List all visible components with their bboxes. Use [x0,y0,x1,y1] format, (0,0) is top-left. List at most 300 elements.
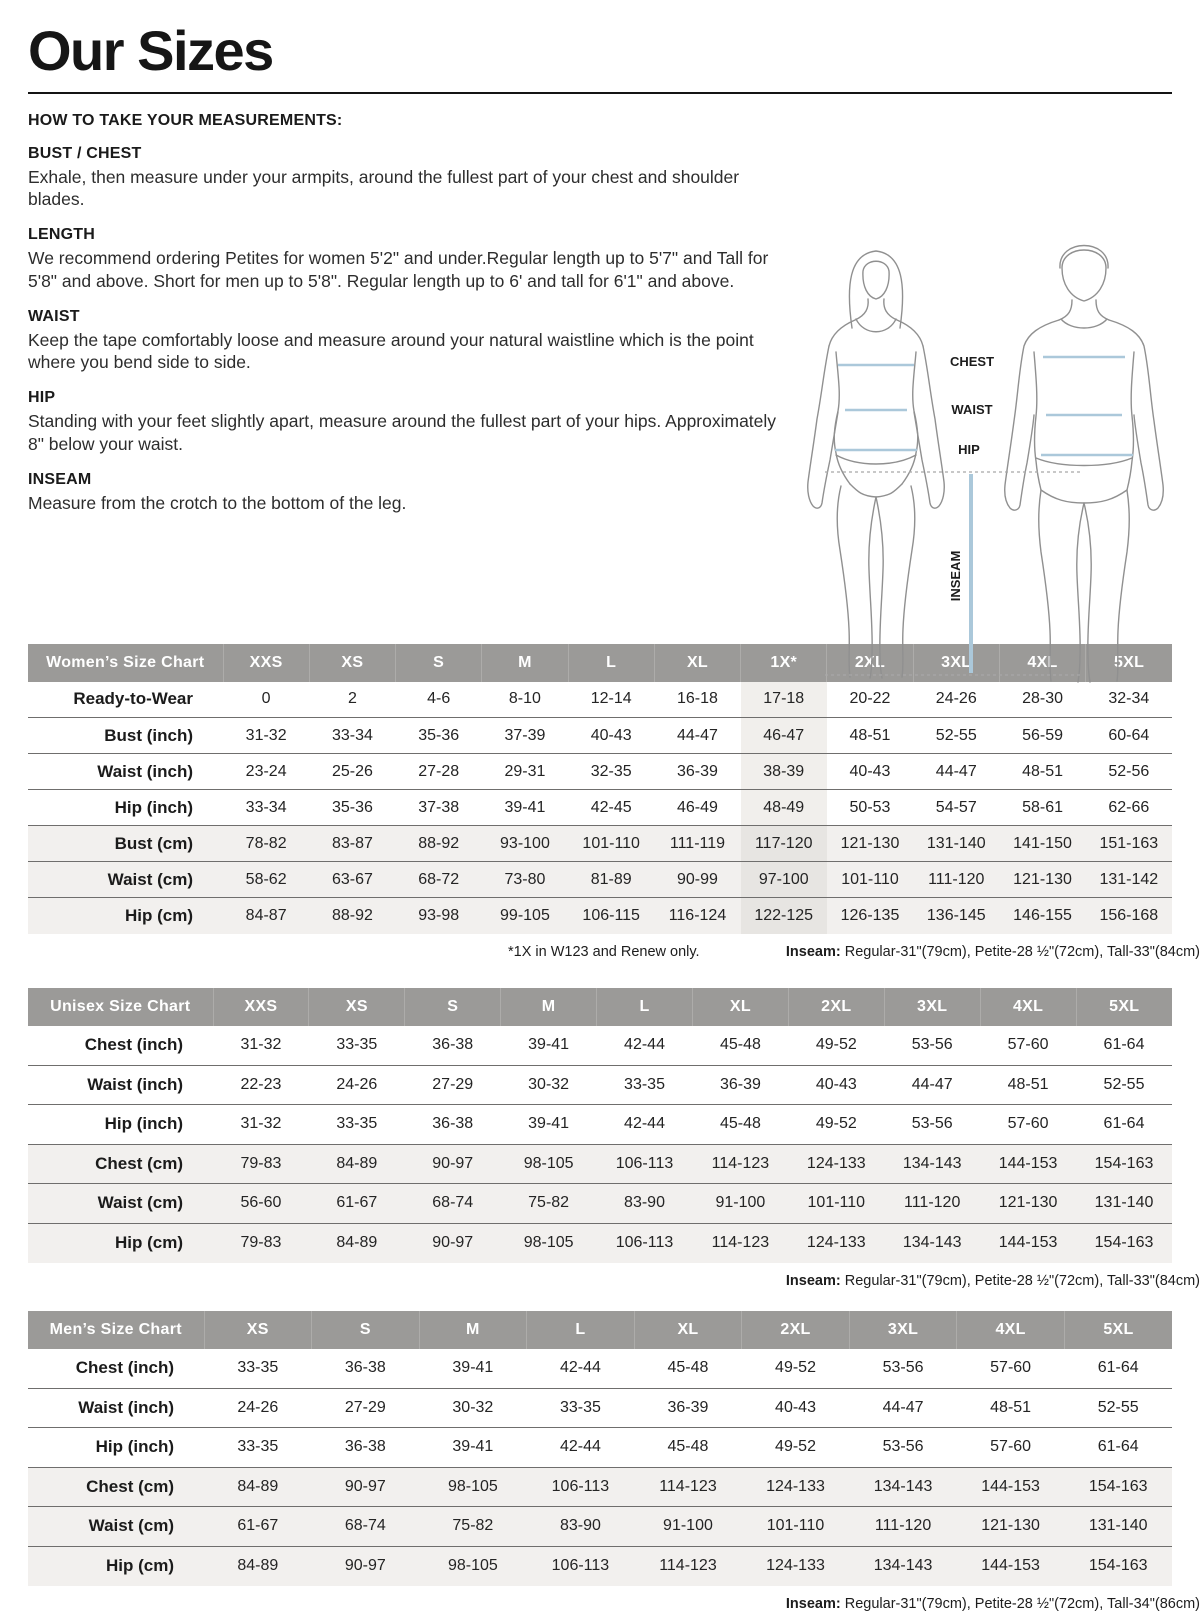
size-column-header: XL [692,988,788,1026]
size-value-cell: 24-26 [935,690,977,708]
size-value-cell: 68-72 [418,870,460,888]
size-value-cell: 39-41 [528,1115,570,1133]
size-value-cell: 48-51 [849,726,891,744]
size-value-cell: 33-34 [331,726,373,744]
size-column-header: 5XL [1064,1311,1172,1349]
row-label: Hip (cm) [125,905,193,925]
size-value-cell: 39-41 [528,1036,570,1054]
size-value-cell: 48-49 [741,790,827,826]
size-column-header: L [568,644,654,682]
size-value-cell: 144-153 [981,1557,1040,1575]
size-value-cell: 122-125 [741,898,827,934]
size-value-cell: 56-59 [1022,726,1063,744]
size-value-cell: 93-100 [500,834,550,852]
size-value-cell: 50-53 [849,798,891,816]
size-value-cell: 101-110 [582,834,640,852]
size-chart-row [28,1467,1172,1507]
size-value-cell: 136-145 [926,906,986,924]
size-value-cell: 62-66 [1108,798,1150,816]
size-value-cell: 134-143 [873,1557,933,1575]
size-chart-row [28,1428,1172,1468]
size-value-cell: 124-133 [766,1557,825,1575]
size-value-cell: 52-55 [935,726,977,744]
size-value-cell: 98-105 [447,1477,498,1495]
instruction-section-body: Exhale, then measure under your armpits, around the fullest part of your chest and shoulder blades. [28,166,740,210]
size-value-cell: 52-56 [1108,762,1150,780]
size-column-header: XS [309,988,405,1026]
table-title: Unisex Size Chart [28,988,213,1026]
size-chart-table [28,1311,1172,1586]
row-label: Bust (inch) [104,725,193,745]
size-value-cell: 131-140 [1088,1517,1148,1535]
size-column-header: XL [634,1311,742,1349]
size-value-cell: 156-168 [1099,906,1159,924]
size-value-cell: 111-119 [669,834,726,852]
title-divider [28,92,1172,94]
size-value-cell: 63-67 [331,870,373,888]
size-value-cell: 154-163 [1088,1477,1148,1495]
size-value-cell: 57-60 [1007,1036,1049,1054]
size-value-cell: 53-56 [911,1036,953,1054]
size-column-header: L [597,988,693,1026]
size-value-cell: 111-120 [904,1194,961,1212]
size-value-cell: 36-39 [719,1075,761,1093]
size-value-cell: 52-55 [1103,1075,1145,1093]
size-column-header: S [396,644,482,682]
row-label: Hip (cm) [106,1556,174,1576]
size-value-cell: 121-130 [840,834,900,852]
row-label: Waist (cm) [97,1193,183,1213]
size-chart-row [28,1144,1172,1184]
size-chart-row [28,826,1172,862]
size-value-cell: 53-56 [911,1115,953,1133]
size-value-cell: 68-74 [432,1194,474,1212]
size-value-cell: 144-153 [981,1477,1040,1495]
size-value-cell: 33-35 [237,1438,279,1456]
row-label: Ready-to-Wear [73,689,193,709]
size-value-cell: 61-64 [1097,1438,1139,1456]
size-chart-table [28,988,1172,1263]
size-value-cell: 90-97 [432,1234,474,1252]
size-value-cell: 90-97 [344,1557,386,1575]
size-column-header: 2XL [827,644,913,682]
size-value-cell: 4-6 [427,690,451,708]
size-value-cell: 97-100 [741,862,827,898]
instruction-section-title: INSEAM [28,470,92,488]
size-value-cell: 68-74 [344,1517,386,1535]
figure-outlines [808,245,1164,682]
size-value-cell: 106-113 [615,1234,674,1252]
size-value-cell: 73-80 [504,870,546,888]
size-chart-row [28,1546,1172,1586]
size-chart-block [28,644,1200,960]
size-value-cell: 42-44 [559,1359,601,1377]
size-chart-row [28,790,1172,826]
size-value-cell: 106-113 [551,1557,610,1575]
instruction-section [28,471,778,515]
size-value-cell: 101-110 [841,870,899,888]
size-value-cell: 16-18 [677,690,718,708]
size-value-cell: 48-51 [1007,1075,1049,1093]
instruction-sections [28,145,778,515]
size-value-cell: 78-82 [245,834,287,852]
size-column-header: 5XL [1076,988,1172,1026]
size-value-cell: 61-64 [1097,1359,1139,1377]
size-column-header: 5XL [1086,644,1172,682]
size-value-cell: 29-31 [504,762,546,780]
row-label: Waist (cm) [88,1516,174,1536]
size-value-cell: 42-44 [559,1438,601,1456]
size-chart-row [28,1026,1172,1066]
size-column-header: M [482,644,568,682]
size-value-cell: 45-48 [667,1438,709,1456]
size-value-cell: 49-52 [775,1359,816,1377]
size-value-cell: 60-64 [1108,726,1150,744]
size-column-header: M [419,1311,527,1349]
table-title: Women’s Size Chart [28,644,223,682]
size-value-cell: 45-48 [719,1115,761,1133]
size-value-cell: 117-120 [741,826,827,862]
size-value-cell: 88-92 [418,834,460,852]
size-value-cell: 61-64 [1103,1036,1145,1054]
size-value-cell: 44-47 [677,726,718,744]
footnote-inseam-note: Inseam: Regular-31"(79cm), Petite-28 ½"(72cm), Tall-34"(86cm) [785,1595,1200,1612]
table-footnote [56,1273,1200,1289]
instruction-section-body: Standing with your feet slightly apart, measure around the fullest part of your hips. Approximately 8" below your waist. [28,411,777,454]
instruction-section-title: WAIST [28,307,80,325]
size-value-cell: 114-123 [659,1477,717,1495]
size-value-cell: 40-43 [775,1398,816,1416]
size-column-header: 3XL [884,988,980,1026]
size-value-cell: 36-39 [667,1398,709,1416]
body-measurement-illustration [788,224,1174,690]
chest-label: CHEST [949,353,995,369]
size-value-cell: 131-140 [1094,1194,1154,1212]
size-value-cell: 49-52 [775,1438,816,1456]
size-value-cell: 61-67 [336,1194,378,1212]
size-value-cell: 116-124 [668,906,727,924]
size-value-cell: 154-163 [1088,1557,1148,1575]
size-value-cell: 31-32 [245,726,287,744]
size-value-cell: 0 [261,690,271,708]
size-value-cell: 84-89 [237,1477,279,1495]
size-value-cell: 8-10 [508,690,541,708]
size-value-cell: 40-43 [849,762,891,780]
size-value-cell: 48-51 [1022,762,1063,780]
size-value-cell: 24-26 [336,1075,378,1093]
size-value-cell: 144-153 [998,1234,1058,1252]
size-value-cell: 25-26 [331,762,373,780]
size-chart-row [28,1105,1172,1145]
size-value-cell: 98-105 [523,1234,574,1252]
table-title: Men’s Size Chart [28,1311,204,1349]
size-value-cell: 49-52 [815,1115,857,1133]
size-value-cell: 141-150 [1013,834,1072,852]
size-value-cell: 91-100 [663,1517,713,1535]
size-value-cell: 33-35 [237,1359,279,1377]
size-value-cell: 12-14 [590,690,632,708]
instruction-section-body: Measure from the crotch to the bottom of the leg. [28,492,407,513]
size-guide-page [0,20,1200,1620]
size-value-cell: 36-38 [432,1115,474,1133]
measurement-instructions [28,112,778,515]
size-value-cell: 36-38 [344,1438,386,1456]
size-value-cell: 32-34 [1108,690,1150,708]
size-value-cell: 124-133 [806,1234,866,1252]
size-value-cell: 121-130 [998,1194,1058,1212]
size-value-cell: 42-44 [624,1115,665,1133]
instruction-section-title: LENGTH [28,226,95,244]
size-value-cell: 146-155 [1013,906,1072,924]
size-value-cell: 134-143 [902,1234,962,1252]
size-value-cell: 57-60 [990,1359,1032,1377]
instruction-section [28,308,778,375]
size-value-cell: 61-67 [237,1517,279,1535]
size-value-cell: 24-26 [237,1398,279,1416]
size-column-header: L [527,1311,635,1349]
size-value-cell: 22-23 [240,1075,282,1093]
size-value-cell: 33-35 [336,1036,378,1054]
row-label: Waist (cm) [107,869,193,889]
size-value-cell: 56-60 [240,1194,282,1212]
size-value-cell: 39-41 [452,1438,494,1456]
size-value-cell: 27-28 [418,762,460,780]
size-value-cell: 121-130 [1013,870,1072,888]
size-chart-row [28,1184,1172,1224]
size-value-cell: 84-89 [237,1557,279,1575]
row-label: Waist (inch) [78,1397,174,1417]
size-value-cell: 44-47 [882,1398,924,1416]
size-value-cell: 37-38 [418,798,460,816]
size-value-cell: 46-47 [741,718,827,754]
size-value-cell: 40-43 [590,726,632,744]
table-footnote [56,1596,1200,1612]
size-value-cell: 134-143 [902,1154,962,1172]
size-value-cell: 38-39 [741,754,827,790]
size-value-cell: 45-48 [667,1359,709,1377]
size-value-cell: 131-142 [1099,870,1159,888]
footnote-asterisk-note: *1X in W123 and Renew only. [508,943,700,960]
size-value-cell: 44-47 [911,1075,953,1093]
measurement-info-section [0,112,1200,600]
size-value-cell: 75-82 [528,1194,570,1212]
size-value-cell: 36-38 [432,1036,474,1054]
size-column-header: M [501,988,597,1026]
size-value-cell: 61-64 [1103,1115,1145,1133]
size-value-cell: 144-153 [998,1154,1058,1172]
size-value-cell: 58-62 [245,870,287,888]
size-value-cell: 49-52 [815,1036,857,1054]
size-value-cell: 33-35 [336,1115,378,1133]
size-chart-block [28,1311,1200,1612]
size-value-cell: 90-97 [432,1154,474,1172]
size-column-header: 3XL [849,1311,957,1349]
size-value-cell: 36-38 [344,1359,386,1377]
size-value-cell: 42-44 [624,1036,665,1054]
size-value-cell: 111-120 [874,1517,932,1535]
footnote-inseam-note: Inseam: Regular-31"(79cm), Petite-28 ½"(72cm), Tall-33"(84cm) [785,1272,1200,1289]
size-value-cell: 106-115 [582,906,640,924]
size-value-cell: 98-105 [523,1154,574,1172]
instruction-section-title: BUST / CHEST [28,144,142,162]
size-value-cell: 48-51 [990,1398,1032,1416]
row-label: Bust (cm) [114,833,193,853]
size-value-cell: 39-41 [504,798,546,816]
size-value-cell: 114-123 [711,1154,770,1172]
size-value-cell: 151-163 [1099,834,1159,852]
size-value-cell: 101-110 [766,1517,825,1535]
size-value-cell: 52-55 [1097,1398,1139,1416]
size-value-cell: 114-123 [659,1557,717,1575]
size-value-cell: 33-35 [559,1398,601,1416]
size-charts [0,644,1200,1612]
size-chart-row [28,718,1172,754]
size-value-cell: 31-32 [240,1115,282,1133]
waist-label: WAIST [951,401,993,417]
size-value-cell: 106-113 [551,1477,610,1495]
size-value-cell: 58-61 [1022,798,1063,816]
row-label: Chest (cm) [95,1153,183,1173]
size-value-cell: 35-36 [418,726,460,744]
size-chart-row [28,862,1172,898]
row-label: Chest (inch) [84,1035,183,1055]
size-value-cell: 126-135 [840,906,900,924]
size-chart-row [28,1349,1172,1389]
size-value-cell: 84-89 [336,1154,378,1172]
row-label: Hip (inch) [114,797,193,817]
size-value-cell: 57-60 [1007,1115,1049,1133]
size-value-cell: 46-49 [677,798,718,816]
size-value-cell: 93-98 [418,906,460,924]
row-label: Chest (inch) [75,1358,174,1378]
row-label: Chest (cm) [86,1476,174,1496]
size-value-cell: 37-39 [504,726,546,744]
instruction-section-title: HIP [28,389,56,407]
size-value-cell: 28-30 [1022,690,1063,708]
size-value-cell: 134-143 [873,1477,933,1495]
size-value-cell: 2 [347,690,357,708]
size-value-cell: 81-89 [590,870,632,888]
size-column-header: S [312,1311,420,1349]
size-column-header: XXS [223,644,309,682]
size-value-cell: 83-87 [331,834,373,852]
size-column-header: 2XL [742,1311,850,1349]
size-value-cell: 79-83 [240,1154,282,1172]
size-value-cell: 124-133 [766,1477,825,1495]
size-chart-row [28,754,1172,790]
size-value-cell: 33-35 [624,1075,665,1093]
size-value-cell: 23-24 [245,762,287,780]
size-value-cell: 30-32 [452,1398,494,1416]
female-figure-outline [808,251,945,678]
size-value-cell: 88-92 [331,906,373,924]
size-column-header: 1X* [741,644,827,682]
size-column-header: S [405,988,501,1026]
size-chart-row [28,1507,1172,1547]
size-value-cell: 111-120 [928,870,985,888]
size-chart-row [28,1065,1172,1105]
size-value-cell: 75-82 [452,1517,494,1535]
size-value-cell: 36-39 [677,762,718,780]
size-value-cell: 84-87 [245,906,287,924]
row-label: Hip (inch) [95,1437,174,1457]
size-value-cell: 57-60 [990,1438,1032,1456]
size-value-cell: 35-36 [331,798,373,816]
size-value-cell: 27-29 [432,1075,474,1093]
size-value-cell: 101-110 [807,1194,866,1212]
size-value-cell: 90-99 [677,870,718,888]
footnote-inseam-note: Inseam: Regular-31"(79cm), Petite-28 ½"(72cm), Tall-33"(84cm) [785,943,1200,960]
measurement-diagram [788,224,1174,690]
size-value-cell: 54-57 [935,798,977,816]
size-value-cell: 44-47 [935,762,977,780]
size-value-cell: 121-130 [981,1517,1040,1535]
page-title: Our Sizes [28,19,273,82]
table-footnote [56,944,1200,960]
size-value-cell: 17-18 [741,682,827,718]
size-column-header: 4XL [999,644,1085,682]
size-value-cell: 53-56 [882,1359,924,1377]
size-value-cell: 124-133 [806,1154,866,1172]
size-column-header: XS [309,644,395,682]
size-column-header: 2XL [788,988,884,1026]
size-value-cell: 84-89 [336,1234,378,1252]
size-value-cell: 91-100 [715,1194,766,1212]
size-value-cell: 20-22 [849,690,891,708]
instruction-section [28,389,778,456]
size-value-cell: 154-163 [1094,1154,1154,1172]
size-value-cell: 40-43 [815,1075,857,1093]
size-value-cell: 98-105 [447,1557,498,1575]
size-value-cell: 99-105 [500,906,550,924]
size-value-cell: 90-97 [344,1477,386,1495]
size-value-cell: 27-29 [344,1398,386,1416]
male-figure-outline [1005,245,1164,682]
size-value-cell: 154-163 [1094,1234,1154,1252]
size-value-cell: 31-32 [240,1036,282,1054]
size-value-cell: 45-48 [719,1036,761,1054]
size-chart-row [28,1388,1172,1428]
size-value-cell: 32-35 [590,762,632,780]
row-label: Hip (cm) [115,1233,183,1253]
size-chart-row [28,1223,1172,1263]
inseam-label: INSEAM [948,550,963,601]
size-value-cell: 114-123 [711,1234,770,1252]
row-label: Hip (inch) [104,1114,183,1134]
size-column-header: 3XL [913,644,999,682]
size-chart-row [28,898,1172,934]
size-value-cell: 53-56 [882,1438,924,1456]
instructions-heading: HOW TO TAKE YOUR MEASUREMENTS: [28,111,343,129]
instruction-section-body: Keep the tape comfortably loose and measure around your natural waistline which is the point where you bend side to side. [28,329,754,373]
size-value-cell: 83-90 [624,1194,665,1212]
row-label: Waist (inch) [87,1074,183,1094]
size-value-cell: 131-140 [926,834,986,852]
size-column-header: XL [654,644,740,682]
hip-label: HIP [958,441,980,457]
size-value-cell: 30-32 [528,1075,570,1093]
size-value-cell: 42-45 [590,798,632,816]
size-chart-block [28,988,1200,1289]
instruction-section-body: We recommend ordering Petites for women 5'2" and under.Regular length up to 5'7" and Tall for 5'8" and above. Short for men up to 5'8". Regular length up to 6' and tall for 6'1" and above. [28,248,769,291]
size-value-cell: 33-34 [245,798,287,816]
instruction-section [28,226,778,293]
size-value-cell: 83-90 [559,1517,601,1535]
size-value-cell: 39-41 [452,1359,494,1377]
instruction-section [28,145,778,212]
size-column-header: 4XL [957,1311,1065,1349]
size-column-header: XXS [213,988,309,1026]
